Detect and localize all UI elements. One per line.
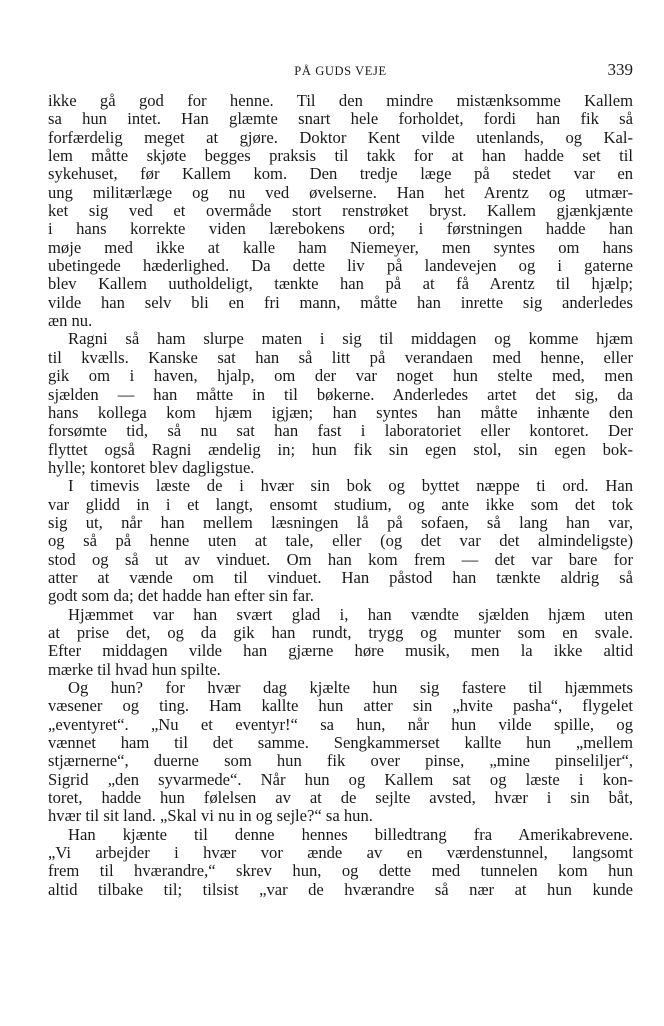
text-line: ubetingede hæderlighed. Da dette liv på landevejen og i gaterne (48, 257, 633, 276)
text-line: ung militærlæge og nu ved øvelserne. Han het Arentz og utmær- (48, 183, 633, 202)
text-line: møje med ikke at kalle ham Niemeyer, men syntes om hans (48, 238, 633, 257)
text-line: blev Kallem uutholdeligt, tænkte han på at få Arentz til hjælp; (48, 275, 633, 294)
text-line: til kvælls. Kanske sat han så litt på verandaen med henne, eller (48, 348, 633, 367)
text-line: Ragni så ham slurpe maten i sig til middagen og komme hjæm (68, 330, 633, 349)
text-line: Hjæmmet var han svært glad i, han vændte sjælden hjæm uten (68, 605, 633, 624)
text-line: i hans korrekte viden lærebokens ord; i førstningen hadde han (48, 220, 633, 239)
text-line: I timevis læste de i hvær sin bok og byttet næppe ti ord. Han (68, 477, 633, 496)
text-line: og så på henne uten at tale, eller (og det var det almindeligste) (48, 532, 633, 551)
text-line: stjærnerne“, duerne som hun fik over pinse, „mine pinseliljer“, (48, 752, 633, 771)
text-line: ket sig ved et overmåde stort renstrøket bryst. Kallem gjænkjænte (48, 202, 633, 221)
text-line: hylle; kontoret blev dagligstue. (48, 458, 255, 477)
body-text (48, 92, 633, 899)
text-line: sa hun intet. Han glæmte snart hele forholdet, fordi han fik så (48, 110, 633, 129)
page-header (48, 60, 633, 84)
text-line: mærke til hvad hun spilte. (48, 660, 221, 679)
text-line: Han kjænte til denne hennes billedtrang fra Amerikabrevene. (68, 825, 633, 844)
text-line: var glidd in i et langt, ensomt studium, og ante ikke som det tok (48, 495, 633, 514)
text-line: sykehuset, før Kallem kom. Den tredje læge på stedet var en (48, 165, 633, 184)
running-title: PÅ GUDS VEJE (294, 64, 387, 78)
text-line: hvær til sit land. „Skal vi nu in og sejle?“ sa hun. (48, 807, 373, 826)
text-line: flyttet også Ragni ændelig in; hun fik sin egen stol, sin egen bok- (48, 440, 633, 459)
text-line: vænnet ham til det samme. Sengkammerset kallte hun „mellem (48, 734, 633, 753)
text-line: sjælden — han måtte in til bøkerne. Anderledes artet det sig, da (48, 385, 633, 404)
text-line: lem måtte skjøte begges praksis til takk for at han hadde set til (48, 147, 633, 166)
text-line: Efter middagen vilde han gjærne høre musik, men la ikke altid (48, 642, 633, 661)
text-line: stod og så ut av vinduet. Om han kom frem — det var bare for (48, 550, 633, 569)
text-line: forsømte tid, så nu sat han fast i laboratoriet eller kontoret. Der (48, 422, 633, 441)
text-line: godt som da; det hadde han efter sin far. (48, 587, 314, 606)
text-line: æn nu. (48, 312, 93, 331)
text-line: atter at vænde om til vinduet. Han påstod han tænkte aldrig så (48, 568, 633, 587)
text-line: sig ut, når han mellem læsningen lå på sofaen, så lang han var, (48, 513, 633, 532)
text-line: toret, hadde hun følelsen av at de sejlte avsted, hvær i sin båt, (48, 789, 633, 808)
text-line: hans kollega kom hjæm igjæn; han syntes han måtte inhænte den (48, 403, 633, 422)
page-number: 339 (607, 60, 633, 79)
text-line: Sigrid „den syvarmede“. Når hun og Kallem sat og læste i kon- (48, 770, 633, 789)
text-line: vilde han selv bli en fri mann, måtte han inrette sig anderledes (48, 293, 633, 312)
text-line: ikke gå god for henne. Til den mindre mistænksomme Kallem (48, 92, 633, 110)
text-line: „Vi arbejder i hvær vor ænde av en værdenstunnel, langsomt (48, 844, 633, 863)
text-line: at prise det, og da gik han rundt, trygg og munter som en svale. (48, 623, 633, 642)
text-line: gik om i haven, hjalp, om der var noget hun stelte med, men (48, 367, 633, 386)
text-line: forfærdelig meget at gjøre. Doktor Kent vilde utenlands, og Kal- (48, 128, 633, 147)
text-line: „eventyret“. „Nu et eventyr!“ sa hun, når hun vilde spille, og (48, 715, 633, 734)
text-line: frem til hværandre,“ skrev hun, og dette med tunnelen kom hun (48, 862, 633, 881)
text-line: Og hun? for hvær dag kjælte hun sig fastere til hjæmmets (68, 679, 633, 697)
text-line: væsener og ting. Ham kallte hun atter sin „hvite pasha“, flygelet (48, 697, 633, 716)
text-line: altid tilbake til; tilsist „var de hværandre så nær at hun kunde (48, 880, 633, 899)
